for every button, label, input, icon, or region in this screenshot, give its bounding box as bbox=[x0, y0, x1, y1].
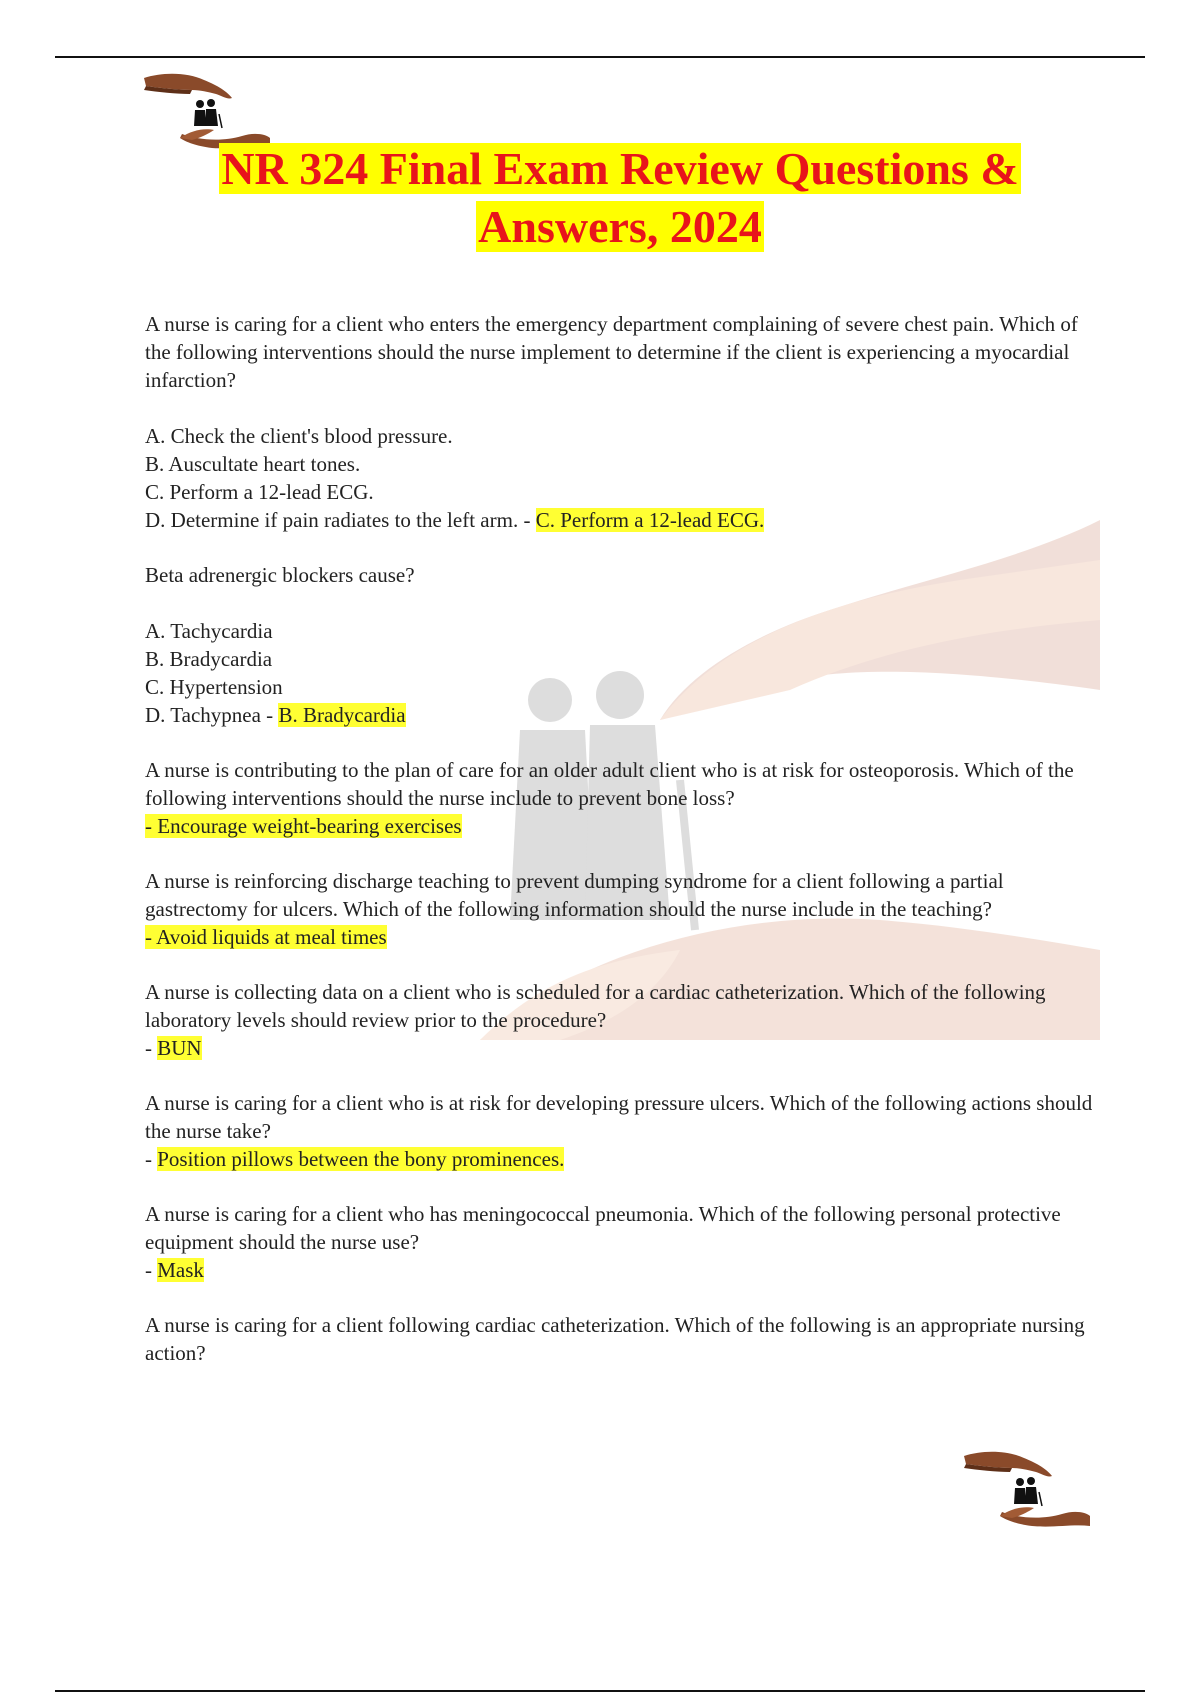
top-rule bbox=[55, 56, 1145, 58]
highlighted-answer: Position pillows between the bony prominences. bbox=[157, 1147, 565, 1171]
bottom-rule bbox=[55, 1690, 1145, 1692]
question-text: Beta adrenergic blockers cause? bbox=[145, 563, 415, 587]
question-item bbox=[145, 561, 1095, 729]
question-text: A nurse is contributing to the plan of care for an older adult client who is at risk for osteoporosis. Which of the following interventions should the nurse include to prevent bone loss? bbox=[145, 758, 1074, 810]
option-item: A. Check the client's blood pressure. bbox=[145, 424, 453, 448]
question-item bbox=[145, 756, 1095, 840]
answer-options bbox=[145, 617, 1095, 729]
question-list bbox=[145, 310, 1095, 1394]
question-text: A nurse is caring for a client who has meningococcal pneumonia. Which of the following personal protective equipment should the nurse use? bbox=[145, 1202, 1061, 1254]
question-text: A nurse is caring for a client who is at risk for developing pressure ulcers. Which of the following actions should the nurse take? bbox=[145, 1091, 1093, 1143]
highlighted-answer: B. Bradycardia bbox=[278, 703, 406, 727]
option-item bbox=[145, 506, 1095, 534]
option-item: C. Hypertension bbox=[145, 675, 283, 699]
answer-prefix: - bbox=[145, 1258, 158, 1282]
answer-line bbox=[145, 1034, 1095, 1062]
option-item: C. Perform a 12-lead ECG. bbox=[145, 480, 374, 504]
title-line-2: Answers, 2024 bbox=[478, 201, 762, 252]
answer-prefix: - bbox=[145, 1036, 158, 1060]
question-item bbox=[145, 867, 1095, 951]
answer-line bbox=[145, 812, 1095, 840]
option-text: D. Tachypnea - bbox=[145, 703, 279, 727]
answer-line bbox=[145, 923, 1095, 951]
highlighted-answer: - Avoid liquids at meal times bbox=[145, 925, 387, 949]
answer-options bbox=[145, 422, 1095, 534]
question-text: A nurse is collecting data on a client who is scheduled for a cardiac catheterization. Which of the following laboratory levels should review prior to the procedure? bbox=[145, 980, 1046, 1032]
answer-prefix: - bbox=[145, 1147, 158, 1171]
option-item: A. Tachycardia bbox=[145, 619, 273, 643]
question-item bbox=[145, 310, 1095, 534]
hands-holding-elderly-couple-icon bbox=[962, 1448, 1090, 1528]
title-line-1: NR 324 Final Exam Review Questions & bbox=[221, 143, 1019, 194]
question-item bbox=[145, 978, 1095, 1062]
answer-line bbox=[145, 1145, 1095, 1173]
highlighted-answer: Mask bbox=[157, 1258, 204, 1282]
question-text: A nurse is reinforcing discharge teaching to prevent dumping syndrome for a client following a partial gastrectomy for ulcers. Which of the following information should the nurse include in the teaching? bbox=[145, 869, 1004, 921]
question-item bbox=[145, 1089, 1095, 1173]
question-item bbox=[145, 1311, 1095, 1367]
question-item bbox=[145, 1200, 1095, 1284]
answer-line bbox=[145, 1256, 1095, 1284]
highlighted-answer: BUN bbox=[157, 1036, 202, 1060]
option-item: B. Bradycardia bbox=[145, 647, 273, 671]
highlighted-answer: - Encourage weight-bearing exercises bbox=[145, 814, 462, 838]
question-text: A nurse is caring for a client following cardiac catheterization. Which of the following is an appropriate nursing action? bbox=[145, 1313, 1085, 1365]
highlighted-answer: C. Perform a 12-lead ECG. bbox=[535, 508, 765, 532]
hands-holding-elderly-couple-icon bbox=[142, 70, 270, 150]
page-title bbox=[150, 140, 1090, 256]
option-item: B. Auscultate heart tones. bbox=[145, 452, 361, 476]
option-text: D. Determine if pain radiates to the left arm. - bbox=[145, 508, 536, 532]
question-text: A nurse is caring for a client who enters the emergency department complaining of severe chest pain. Which of the following interventions should the nurse implement to determine if the client is experiencing a myocardial infarction? bbox=[145, 312, 1078, 392]
option-item bbox=[145, 701, 1095, 729]
